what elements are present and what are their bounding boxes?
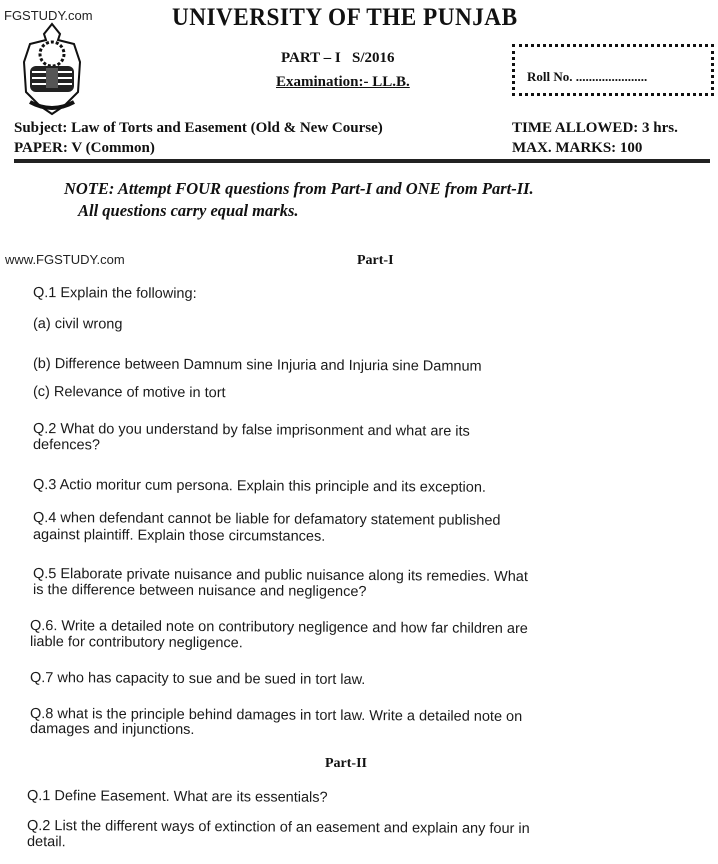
question: (a) civil wrong bbox=[32, 316, 123, 333]
university-crest-logo bbox=[18, 22, 86, 116]
question: Q.1 Explain the following: bbox=[32, 285, 197, 302]
question: against plaintiff. Explain those circumstances. bbox=[32, 527, 326, 545]
question: Q.5 Elaborate private nuisance and public nuisance along its remedies. What bbox=[32, 566, 528, 586]
question: damages and injunctions. bbox=[29, 721, 195, 739]
paper-label: PAPER: V (Common) bbox=[14, 140, 155, 156]
question: Q.3 Actio moritur cum persona. Explain this principle and its exception. bbox=[32, 477, 486, 496]
part2-heading: Part-II bbox=[325, 756, 367, 771]
question: (b) Difference between Damnum sine Injuria and Injuria sine Damnum bbox=[32, 356, 482, 375]
university-title: UNIVERSITY OF THE PUNJAB bbox=[172, 4, 518, 31]
question: Q.8 what is the principle behind damages in tort law. Write a detailed note on bbox=[29, 706, 523, 726]
watermark-side: www.FGSTUDY.com bbox=[5, 252, 125, 267]
question: liable for contributory negligence. bbox=[29, 634, 243, 652]
watermark-top: FGSTUDY.com bbox=[4, 8, 93, 23]
note-line-1: NOTE: Attempt FOUR questions from Part-I and ONE from Part-II. bbox=[64, 179, 534, 198]
roll-number-label: Roll No. ...................... bbox=[527, 69, 648, 84]
question: Q.2 What do you understand by false imprisonment and what are its bbox=[32, 421, 470, 440]
question: Q.1 Define Easement. What are its essentials? bbox=[26, 788, 328, 806]
session-label: S/2016 bbox=[352, 50, 395, 66]
question: detail. bbox=[26, 834, 66, 851]
question: Q.2 List the different ways of extinction of an easement and explain any four in bbox=[26, 818, 530, 838]
roll-number-box[interactable] bbox=[512, 44, 714, 96]
time-allowed: TIME ALLOWED: 3 hrs. bbox=[512, 120, 678, 136]
question: Q.6. Write a detailed note on contributory negligence and how far children are bbox=[29, 618, 528, 638]
subject-label: Subject: Law of Torts and Easement (Old & New Course) bbox=[14, 120, 383, 136]
question: defences? bbox=[32, 437, 100, 454]
question: Q.7 who has capacity to sue and be sued in tort law. bbox=[29, 670, 366, 689]
part-label: PART – I bbox=[281, 50, 341, 66]
max-marks: MAX. MARKS: 100 bbox=[512, 140, 643, 156]
examination-label: Examination:- LL.B. bbox=[276, 74, 410, 90]
question: (c) Relevance of motive in tort bbox=[32, 384, 226, 402]
question: Q.4 when defendant cannot be liable for defamatory statement published bbox=[32, 510, 501, 529]
header-divider bbox=[14, 159, 710, 163]
part1-heading: Part-I bbox=[357, 253, 394, 268]
note-line-2: All questions carry equal marks. bbox=[78, 201, 299, 220]
question: is the difference between nuisance and negligence? bbox=[32, 582, 367, 601]
